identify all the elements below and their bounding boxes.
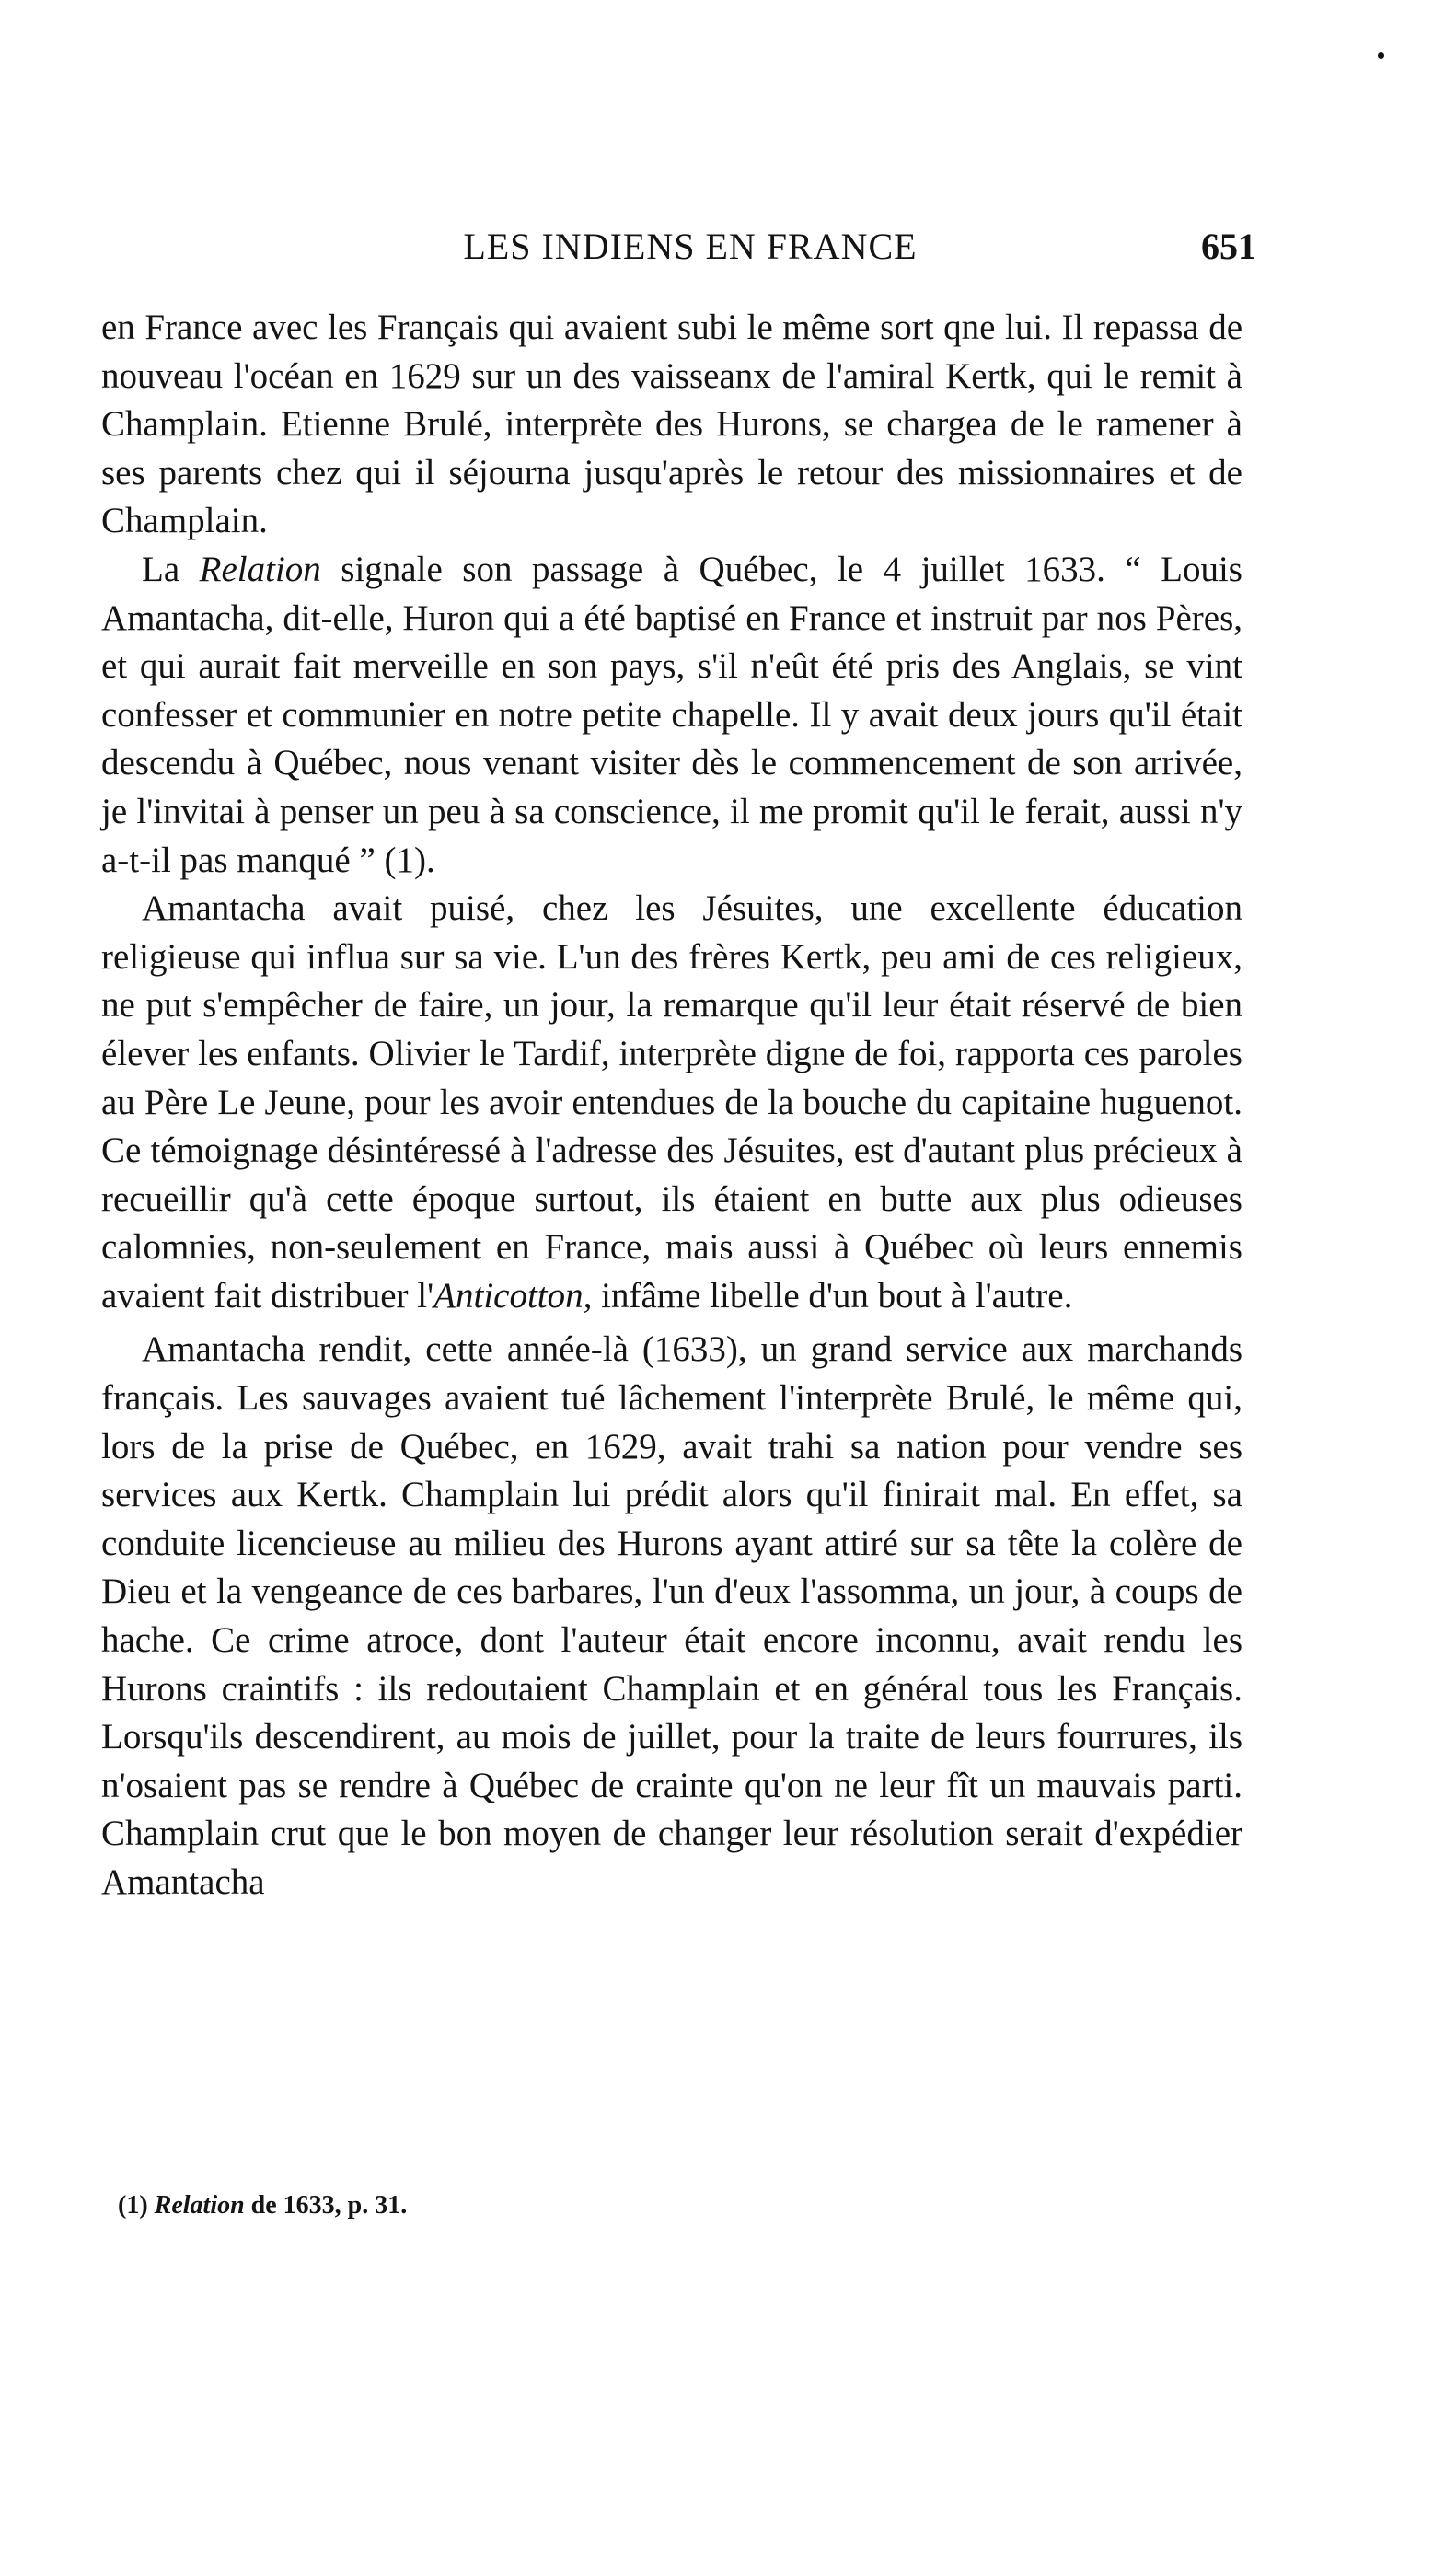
paragraph-3-start: Amantacha avait puisé, chez les Jésuites, une excellente éducation religieuse qui influa sur sa vie. L'un des frères Kertk, peu ami de ces religieux, ne put s'empêcher de faire, un jour, la remarque qu'il leur était réservé de bien élever les enfants. Olivier le Tardif, interprète digne de foi, rapporta ces paroles au Père Le Jeune, pour les avoir entendues de la bouche du capitaine huguenot. Ce témoignage désintéressé à l'adresse des Jésuites, est d'autant plus précieux à recueillir qu'à cette époque surtout, ils étaient en butte aux plus odieuses calomnies, non-seulement en France, mais aussi à Québec où leurs ennemis avaient fait distribuer l' — [101, 888, 1242, 1316]
paragraph-4: Amantacha rendit, cette année-là (1633), un grand service aux marchands français. Les sauvages avaient tué lâchement l'interprète Brulé, le même qui, lors de la prise de Québec, en 1629, avait trahi sa nation pour vendre ses services aux Kertk. Champlain lui prédit alors qu'il finirait mal. En effet, sa conduite licencieuse au milieu des Hurons ayant attiré sur sa tête la colère de Dieu et la vengeance de ces barbares, l'un d'eux l'assomma, un jour, à coups de hache. Ce crime atroce, dont l'auteur était encore inconnu, avait rendu les Hurons craintifs : ils redoutaient Champlain et en général tous les Français. Lorsqu'ils descendirent, au mois de juillet, pour la traite de leurs fourrures, ils n'osaient pas se rendre à Québec de crainte qu'on ne leur fît un mauvais parti. Champlain crut que le bon moyen de changer leur résolution serait d'expédier Amantacha — [101, 1329, 1242, 1902]
ink-speck — [1378, 52, 1384, 59]
page-header — [101, 225, 1256, 271]
footnote — [118, 2191, 407, 2221]
running-title: LES INDIENS EN FRANCE — [463, 226, 918, 267]
footnote-italic: Relation — [154, 2191, 245, 2220]
paragraph-2-rest: signale son passage à Québec, le 4 juillet 1633. “ Louis Amantacha, dit-elle, Huron qui a été baptisé en France et instruit par nos Pères, et qui aurait fait merveille en son pays, s'il n'eût été pris des Anglais, se vint confesser et communier en notre petite chapelle. Il y avait deux jours qu'il était descendu à Québec, nous venant visiter dès le commencement de son arrivée, je l'invitai à penser un peu à sa conscience, il me promit qu'il le ferait, aussi n'y a-t-il pas manqué ” (1). — [101, 549, 1242, 880]
paragraph-1: en France avec les Français qui avaient subi le même sort qne lui. Il repassa de nouveau l'océan en 1629 sur un des vaisseanx de l'amiral Kertk, qui le remit à Champlain. Etienne Brulé, interprète des Hurons, se chargea de le ramener à ses parents chez qui il séjourna jusqu'après le retour des missionnaires et de Champlain. — [101, 307, 1242, 541]
paragraph-2-start: La — [142, 549, 200, 589]
paragraph-2 — [101, 546, 1242, 885]
paragraph-2-italic: Relation — [199, 549, 321, 589]
body-text — [101, 304, 1242, 1908]
paragraph-3-italic: Anticotton, — [433, 1275, 593, 1316]
footnote-text: de 1633, p. 31. — [250, 2191, 408, 2220]
paragraph-3 — [101, 885, 1242, 1320]
page-number: 651 — [1201, 226, 1256, 267]
footnote-marker: (1) — [118, 2191, 148, 2220]
paragraph-3-rest: infâme libelle d'un bout à l'autre. — [592, 1275, 1073, 1316]
